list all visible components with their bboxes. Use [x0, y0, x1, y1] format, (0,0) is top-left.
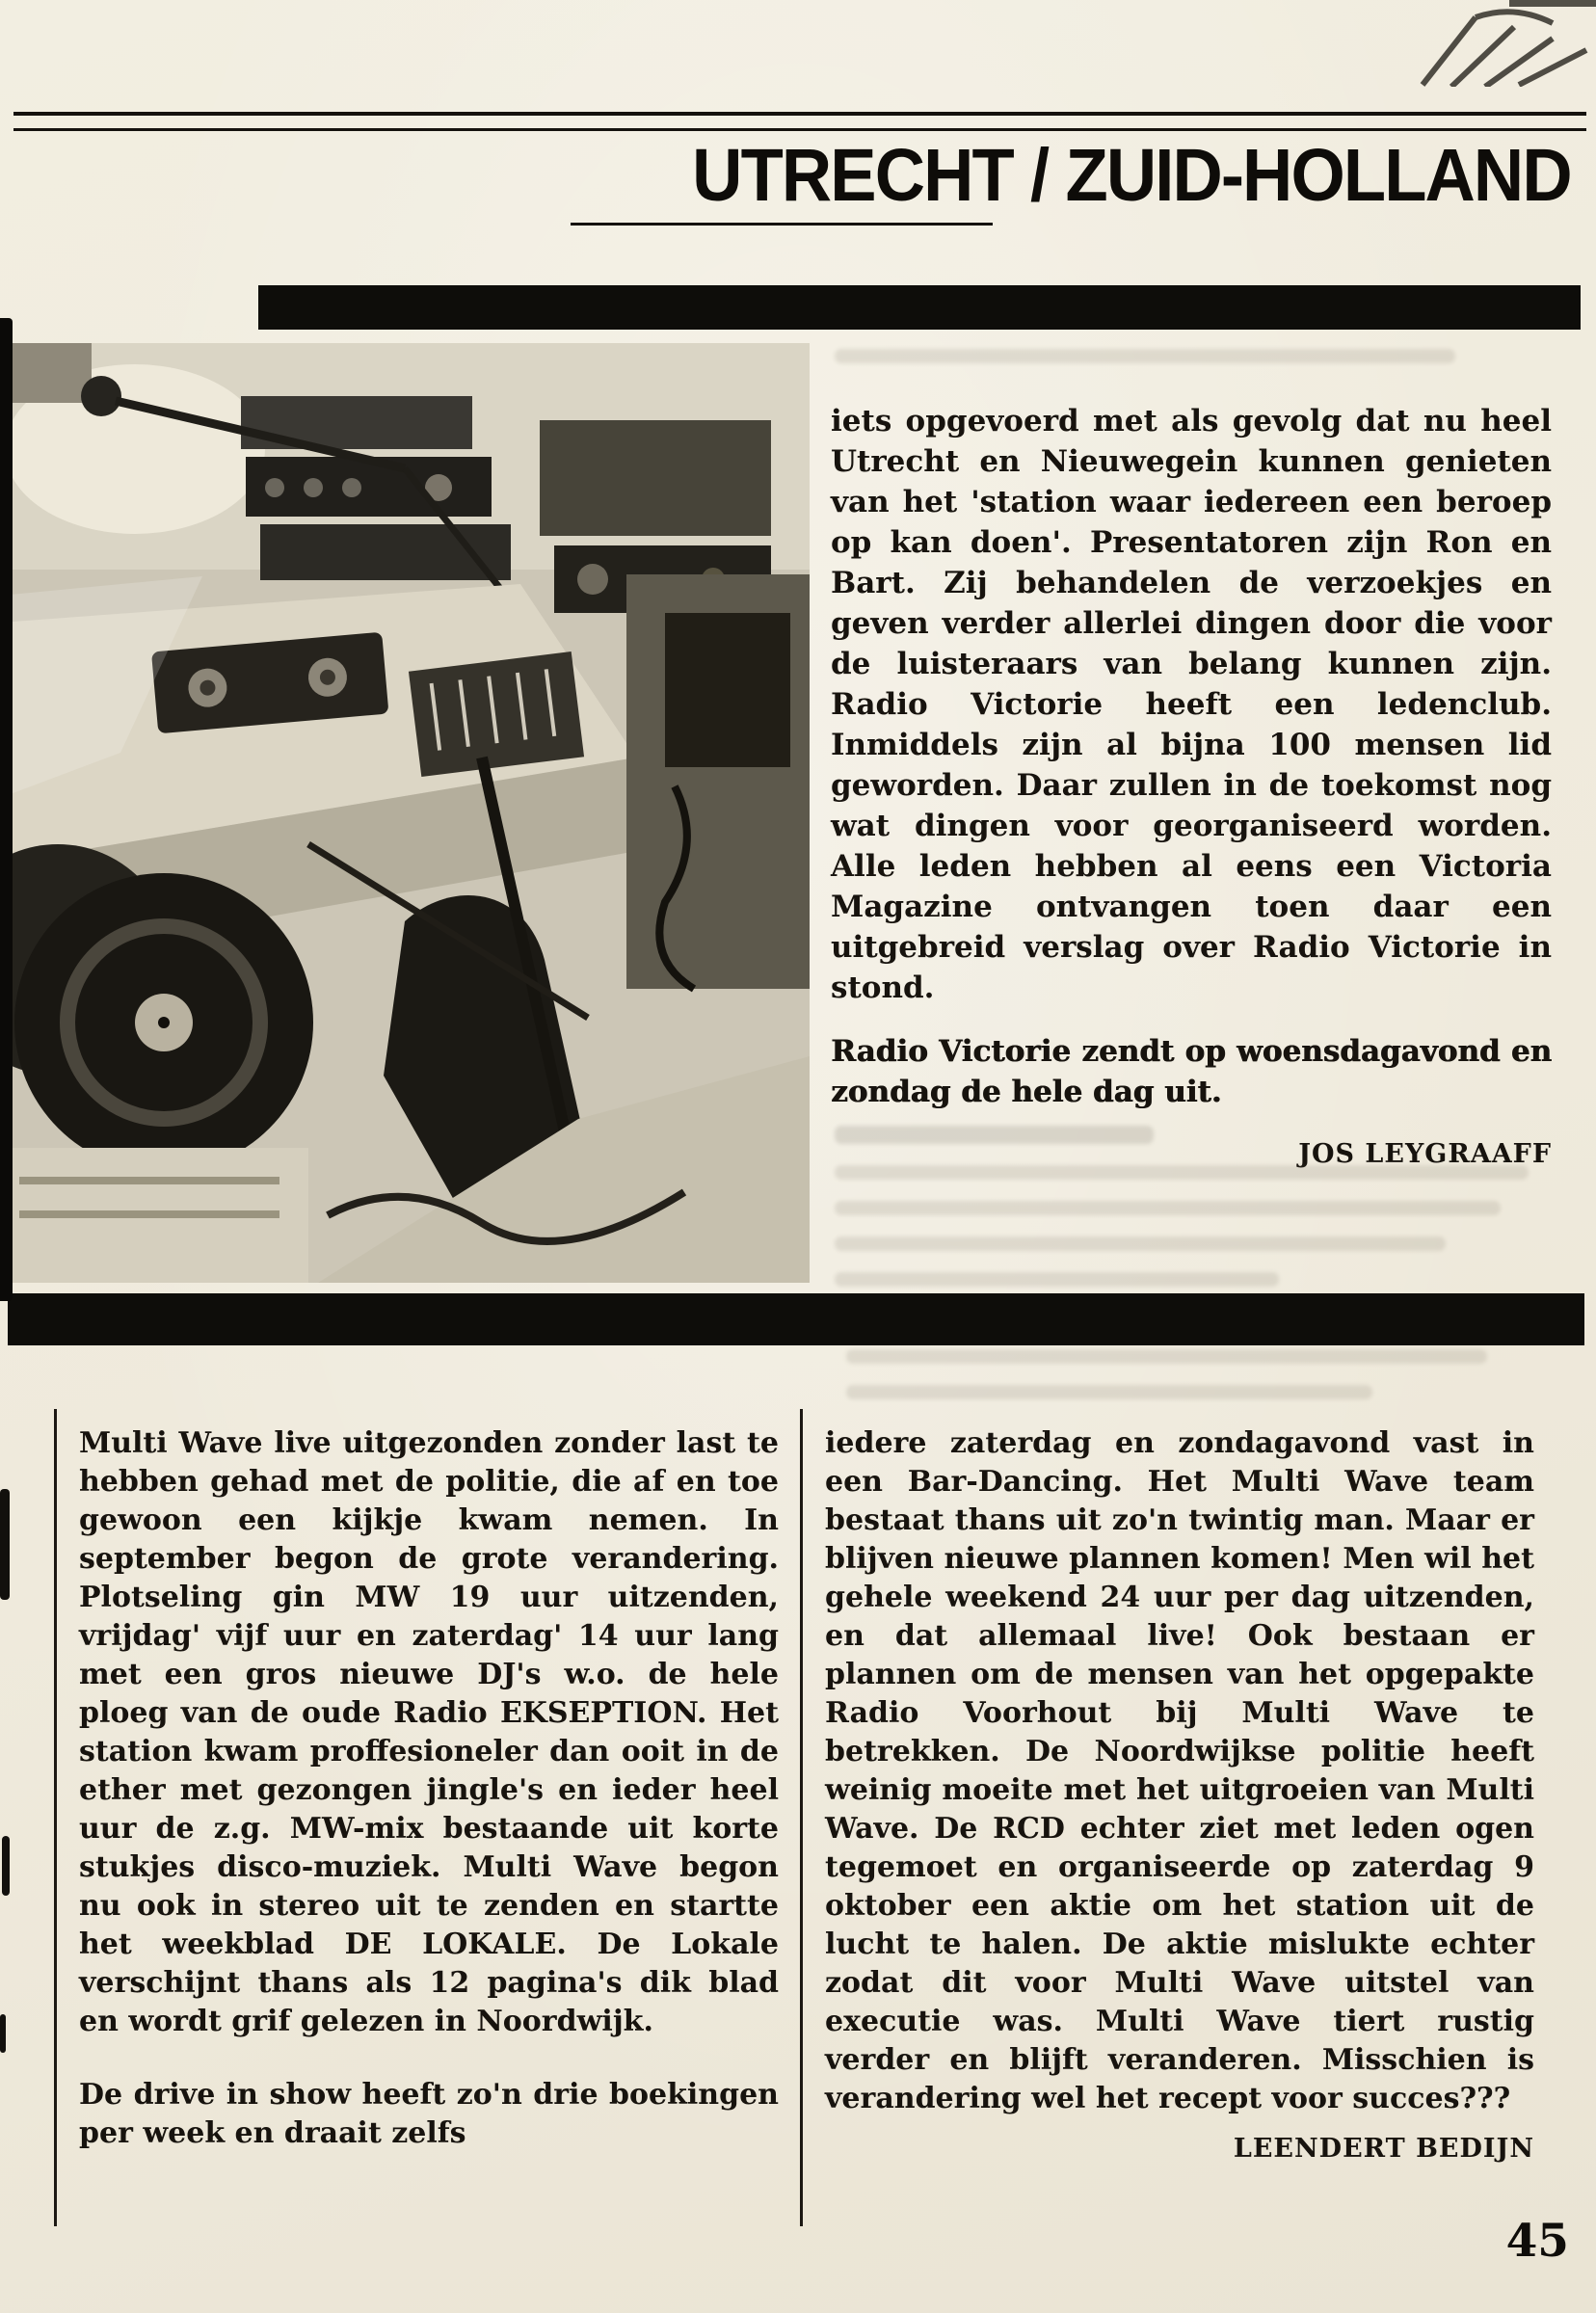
- header-rule-bottom: [13, 128, 1586, 131]
- article-standfirst: Radio Victorie zendt op woensdagavond en zondag de hele dag uit.: [831, 1034, 1552, 1109]
- page-showthrough: [835, 349, 1509, 385]
- article-multiwave-right-column: [825, 1424, 1534, 2190]
- article-paragraph: iedere zaterdag en zondagavond vast in een Bar-Dancing. Het Multi Wave team bestaat thans uit zo'n twintig man. Maar er blijven nieuwe plannen komen! Men wil het gehele weekend 24 uur per dag uitzenden, en dat allemaal live! Ook bestaan er plannen om de mensen van het opgepakte Radio Voorhout bij Multi Wave te betrekken. De Noordwijkse politie heeft weinig moeite met het uitgroeien van Multi Wave. De RCD echter ziet met leden ogen tegemoet en organiseerde op zaterdag 9 oktober een aktie om het station uit de lucht te halen. De aktie mislukte echter zodat dit voor Multi Wave uitstel van executie was. Multi Wave tiert rustig verder en blijft veranderen. Misschien is verandering wel het recept voor succes???: [825, 1426, 1534, 2115]
- header-rule-top: [13, 112, 1586, 116]
- column-rule-left: [54, 1409, 57, 2226]
- section-title: UTRECHT / ZUID-HOLLAND: [692, 134, 1571, 217]
- scan-artifact: [0, 2014, 6, 2053]
- scan-artifact: [0, 1489, 10, 1600]
- article-paragraph: De drive in show heeft zo'n drie boekingen per week en draait zelfs: [79, 2078, 779, 2150]
- article-paragraph: Multi Wave live uitgezonden zonder last te hebben gehad met de politie, die af en toe gewoon een kijkje kwam nemen. In september begon de grote verandering. Plotseling gin MW 19 uur uitzenden, vrijdag' vijf uur en zaterdag' 14 uur lang met een gros nieuwe DJ's w.o. de hele ploeg van de oude Radio EKSEPTION. Het station kwam proffesioneler dan ooit in de ether met gezongen jingle's en ieder heel uur de z.g. MW-mix bestaande uit korte stukjes disco-muziek. Multi Wave begon nu ook in stereo uit te zenden en startte het weekblad DE LOKALE. De Lokale verschijnt thans als 12 pagina's dik blad en wordt grif gelezen in Noordwijk.: [79, 1426, 779, 2038]
- page-showthrough: [846, 1349, 1521, 1421]
- scan-edge-artifact: [0, 318, 13, 1301]
- column-rule-center: [800, 1409, 803, 2226]
- article-radio-victorie: [831, 401, 1552, 1195]
- page-showthrough: [835, 1126, 1529, 1308]
- byline-jos-leygraaff: JOS LEYGRAAFF: [1298, 1139, 1552, 1169]
- radio-studio-photo: [0, 343, 810, 1283]
- scan-artifact: [2, 1836, 10, 1896]
- article-multiwave-left-column: [79, 1424, 779, 2153]
- byline-leendert-bedijn: LEENDERT BEDIJN: [1233, 2134, 1534, 2164]
- page-number: 45: [1505, 2215, 1569, 2268]
- corner-scribble-artifact: [1394, 0, 1596, 87]
- divider-bar-top: [258, 285, 1581, 330]
- title-underline-rule: [571, 223, 993, 226]
- article-body: iets opgevoerd met als gevolg dat nu heel Utrecht en Nieuwegein kunnen genieten van het 'station waar iedereen een beroep op kan doen'. Presentatoren zijn Ron en Bart. Zij behandelen de verzoekjes en geven verder allerlei dingen door die voor de luisteraars van belang kunnen zijn. Radio Victorie heeft een ledenclub. Inmiddels zijn al bijna 100 mensen lid geworden. Daar zullen in de toekomst nog wat dingen voor georganiseerd worden. Alle leden hebben al eens een Victoria Magazine ontvangen toen daar een uitgebreid verslag over Radio Victorie in stond.: [831, 404, 1552, 1005]
- radio-studio-photo-graphic: [0, 343, 810, 1283]
